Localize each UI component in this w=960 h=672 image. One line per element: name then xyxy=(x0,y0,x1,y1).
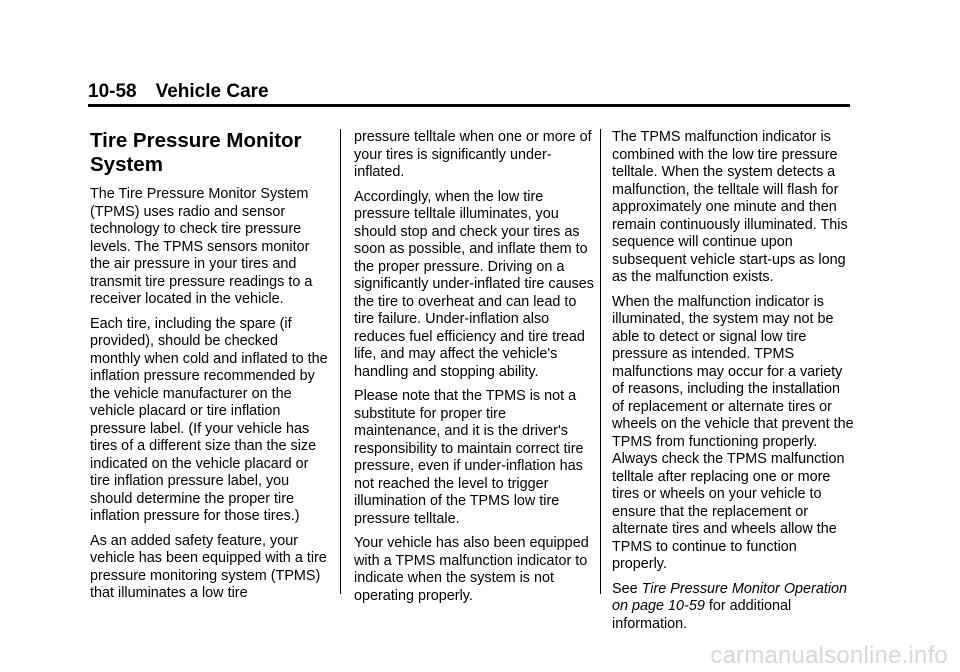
see-also-paragraph xyxy=(612,581,854,634)
column-divider-1 xyxy=(340,129,341,594)
cross-reference-link[interactable]: Tire Pressure Monitor Operation on page 10-59 xyxy=(612,580,848,614)
column-3 xyxy=(612,129,854,640)
paragraph: The TPMS malfunction indicator is combined with the low tire pressure telltale. When the system detects a malfunction, the telltale will flash for approximately one minute and then remain continuously illuminated. This sequence will continue upon subsequent vehicle start-ups as long as the malfunction exists. xyxy=(612,129,848,285)
paragraph: As an added safety feature, your vehicle has been equipped with a tire pressure monitoring system (TPMS) that illuminates a low tire xyxy=(90,532,327,601)
see-also-suffix: for additional information. xyxy=(612,598,792,632)
paragraph: Please note that the TPMS is not a substitute for proper tire maintenance, and it is the driver's responsibility to maintain correct tire pressure, even if under-inflation has not reached the level to trigger illumination of the TPMS low tire pressure telltale. xyxy=(354,388,584,527)
paragraph: pressure telltale when one or more of your tires is significantly under-inflated. xyxy=(354,129,592,180)
column-2 xyxy=(354,129,596,612)
section-name: Vehicle Care xyxy=(155,81,269,102)
column-divider-2 xyxy=(600,129,601,594)
column-1 xyxy=(90,129,332,610)
page-number: 10-58 xyxy=(88,81,137,102)
paragraph: Accordingly, when the low tire pressure telltale illuminates, you should stop and check your tires as soon as possible, and inflate them to the proper pressure. Driving on a significantly under-inflated tire causes the tire to overheat and can lead to tire failure. Under-inflation also reduces fuel efficiency and tire tread life, and may affect the vehicle's handling and stopping ability. xyxy=(354,188,594,380)
paragraph: The Tire Pressure Monitor System (TPMS) uses radio and sensor technology to check tire pressure levels. The TPMS sensors monitor the air pressure in your tires and transmit tire pressure readings to a receiver located in the vehicle. xyxy=(90,186,313,307)
header-rule xyxy=(88,104,850,107)
page-header xyxy=(88,81,269,103)
paragraph: When the malfunction indicator is illuminated, the system may not be able to detect or signal low tire pressure as intended. TPMS malfunctions may occur for a variety of reasons, including the installation of replacement or alternate tires or wheels on the vehicle that prevent the TPMS from functioning properly. Always check the TPMS malfunction telltale after replacing one or more tires or wheels on your vehicle to ensure that the replacement or alternate tires and wheels allow the TPMS to continue to function properly. xyxy=(612,293,854,572)
section-title: Tire Pressure Monitor System xyxy=(90,129,302,176)
see-also-prefix: See xyxy=(612,580,642,597)
watermark: carmanualsonline.info xyxy=(710,642,948,669)
paragraph: Your vehicle has also been equipped with a TPMS malfunction indicator to indicate when the system is not operating properly. xyxy=(354,535,589,604)
paragraph: Each tire, including the spare (if provided), should be checked monthly when cold and inflated to the inflation pressure recommended by the vehicle manufacturer on the vehicle placard or tire inflation pressure label. (If your vehicle has tires of a different size than the size indicated on the vehicle placard or tire inflation pressure label, you should determine the proper tire inflation pressure for those tires.) xyxy=(90,315,328,524)
